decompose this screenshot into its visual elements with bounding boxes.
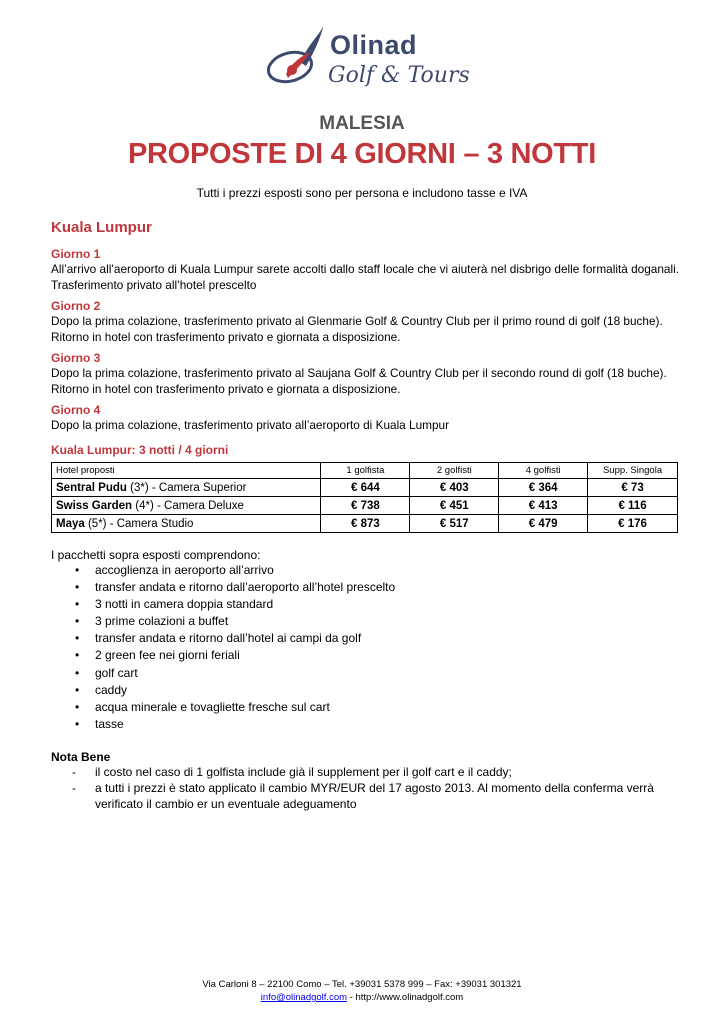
price-cell: € 403 xyxy=(410,479,499,497)
golf-swoosh-icon xyxy=(262,22,332,94)
bullet-icon: • xyxy=(75,648,80,663)
notes-list xyxy=(51,764,681,812)
list-item-text: 3 prime colazioni a buffet xyxy=(95,614,229,629)
day-description: Dopo la prima colazione, trasferimento privato al Glenmarie Golf & Country Club per il primo round di golf (18 buche). Ritorno in hotel con trasferimento privato e giornata a disposizione. xyxy=(51,314,663,344)
day-description: Dopo la prima colazione, trasferimento privato al Saujana Golf & Country Club per il secondo round di golf (18 buche). Ritorno in hotel con trasferimento privato e giornata a disposizione. xyxy=(51,366,667,396)
bullet-icon: • xyxy=(75,580,80,595)
company-logo xyxy=(262,22,472,94)
list-item xyxy=(51,699,681,716)
day-label: Giorno 3 xyxy=(51,351,101,365)
price-cell: € 738 xyxy=(321,497,410,515)
list-item xyxy=(51,579,681,596)
list-item xyxy=(51,716,681,733)
price-cell: € 873 xyxy=(321,515,410,533)
footer-address: Via Carloni 8 – 22100 Como – Tel. +39031 5378 999 – Fax: +39031 301321 xyxy=(202,979,522,990)
price-cell: € 413 xyxy=(499,497,588,515)
email-link[interactable]: info@olinadgolf.com xyxy=(260,992,348,1003)
day-label: Giorno 4 xyxy=(51,403,101,417)
included-list xyxy=(51,562,681,733)
bullet-icon: • xyxy=(75,614,80,629)
list-item xyxy=(51,665,681,682)
bullet-icon: • xyxy=(75,563,80,577)
list-item-text: 2 green fee nei giorni feriali xyxy=(95,648,240,663)
hotel-name: Maya xyxy=(56,517,85,530)
price-cell: € 644 xyxy=(321,479,410,497)
price-cell: € 517 xyxy=(410,515,499,533)
list-item-text: tasse xyxy=(95,716,124,731)
bullet-icon: • xyxy=(75,665,80,680)
day-description: Dopo la prima colazione, trasferimento privato all’aeroporto di Kuala Lumpur xyxy=(51,418,450,432)
day-description: All’arrivo all’aeroporto di Kuala Lumpur sarete accolti dallo staff locale che vi aiuterà nel disbrigo delle formalità doganali. Trasferimento privato all’hotel prescelto xyxy=(51,262,679,292)
main-content xyxy=(51,219,681,812)
price-note: Tutti i prezzi esposti sono per persona e includono tasse e IVA xyxy=(196,186,528,200)
hotel-name: Sentral Pudu xyxy=(56,481,127,494)
price-cell: € 479 xyxy=(499,515,588,533)
included-heading: I pacchetti sopra esposti comprendono: xyxy=(51,548,261,562)
day-block xyxy=(51,403,681,433)
table-header-cell: 2 golfisti xyxy=(410,463,499,479)
hotel-name: Swiss Garden xyxy=(56,499,133,512)
list-item-text: transfer andata e ritorno dall’hotel ai campi da golf xyxy=(95,631,362,646)
hotel-cell xyxy=(52,515,321,533)
list-item-text: acqua minerale e tovagliette fresche sul cart xyxy=(95,699,330,714)
bullet-icon: • xyxy=(75,699,80,714)
price-cell: € 451 xyxy=(410,497,499,515)
bullet-icon: • xyxy=(75,631,80,646)
table-title: Kuala Lumpur: 3 notti / 4 giorni xyxy=(51,443,229,457)
day-block xyxy=(51,247,681,293)
price-cell: € 73 xyxy=(588,479,678,497)
list-item xyxy=(51,682,681,699)
city-heading: Kuala Lumpur xyxy=(51,219,152,236)
hotel-cell xyxy=(52,497,321,515)
hotel-detail: (3*) - Camera Superior xyxy=(126,481,247,494)
list-item xyxy=(51,764,681,780)
list-item xyxy=(51,630,681,647)
list-item-text: transfer andata e ritorno dall’aeroporto all’hotel prescelto xyxy=(95,580,396,595)
day-block xyxy=(51,299,681,345)
list-item-text: caddy xyxy=(95,682,128,697)
logo-name: Olinad xyxy=(330,30,418,60)
bullet-icon: • xyxy=(75,682,80,697)
day-label: Giorno 1 xyxy=(51,247,101,261)
logo-tagline: Golf & Tours xyxy=(328,63,470,88)
list-item-text: accoglienza in aeroporto all’arrivo xyxy=(95,563,274,577)
hotel-detail: (5*) - Camera Studio xyxy=(84,517,194,530)
table-header-cell: 1 golfista xyxy=(321,463,410,479)
list-item xyxy=(51,780,681,812)
price-cell: € 116 xyxy=(588,497,678,515)
website-text: - http://www.olinadgolf.com xyxy=(347,992,464,1003)
country-heading: MALESIA xyxy=(319,113,405,134)
notes-heading: Nota Bene xyxy=(51,749,111,764)
table-header-cell: 4 golfisti xyxy=(499,463,588,479)
dash-icon: - xyxy=(72,780,76,795)
table-row xyxy=(52,515,678,533)
list-item xyxy=(51,596,681,613)
list-item xyxy=(51,613,681,630)
list-item xyxy=(51,647,681,664)
table-header-row xyxy=(52,463,678,479)
list-item-text: a tutti i prezzi è stato applicato il cambio MYR/EUR del 17 agosto 2013. Al momento della conferma verrà verificato il cambio er un eventuale adeguamento xyxy=(95,780,654,811)
page-title: PROPOSTE DI 4 GIORNI – 3 NOTTI xyxy=(128,138,596,170)
dash-icon: - xyxy=(72,764,76,779)
table-header-cell: Supp. Singola xyxy=(588,463,678,479)
price-table xyxy=(51,462,678,533)
price-cell: € 364 xyxy=(499,479,588,497)
table-row xyxy=(52,479,678,497)
price-cell: € 176 xyxy=(588,515,678,533)
list-item-text: il costo nel caso di 1 golfista include già il supplement per il golf cart e il caddy; xyxy=(95,764,512,779)
hotel-detail: (4*) - Camera Deluxe xyxy=(132,499,244,512)
table-row xyxy=(52,497,678,515)
bullet-icon: • xyxy=(75,597,80,612)
footer-contacts xyxy=(0,991,724,1004)
day-label: Giorno 2 xyxy=(51,299,101,313)
hotel-cell xyxy=(52,479,321,497)
table-header-cell: Hotel proposti xyxy=(52,463,321,479)
list-item xyxy=(51,562,681,579)
bullet-icon: • xyxy=(75,716,80,731)
list-item-text: golf cart xyxy=(95,665,138,680)
list-item-text: 3 notti in camera doppia standard xyxy=(95,597,274,612)
day-block xyxy=(51,351,681,397)
page-footer xyxy=(0,978,724,1004)
